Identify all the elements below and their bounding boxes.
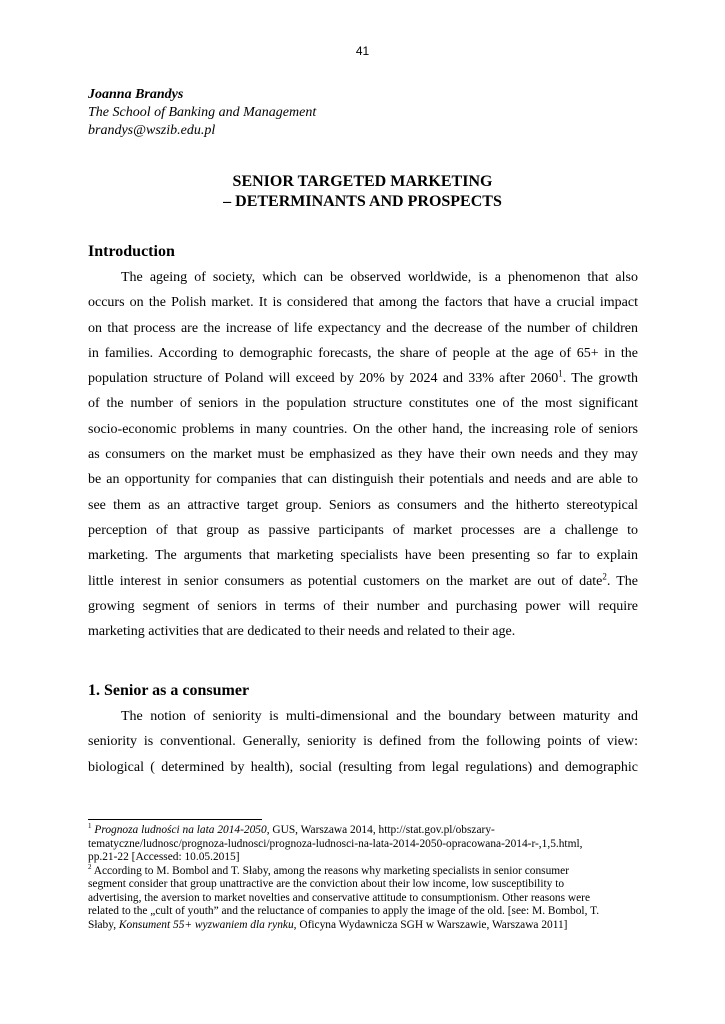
text-line-part: little interest in senior consumers as potential customers on the market are out of date: [88, 573, 603, 589]
footnote-2: [88, 862, 644, 933]
footnote-mark: 2: [88, 862, 92, 871]
text-line: marketing activities that are dedicated to their needs and related to their age.: [88, 624, 516, 640]
text-line: [88, 569, 638, 594]
footnote-line: [88, 919, 644, 933]
author-block: [88, 86, 316, 140]
text-line: biological ( determined by health), social (resulting from legal regulations) and demographic: [88, 759, 638, 775]
text-line: perception of that group as passive participants of market processes are a challenge to: [88, 522, 638, 538]
text-line: see them as an attractive target group. Seniors as consumers and the hitherto stereotypical: [88, 497, 638, 513]
footnote-divider: [88, 819, 262, 820]
footnote-source-title: Prognoza ludności na lata 2014-2050: [94, 824, 267, 836]
page-number: 41: [355, 44, 370, 58]
text-line: socio-economic problems in many countries. On the other hand, the increasing role of seniors: [88, 421, 638, 437]
section-1-paragraph: [88, 704, 638, 780]
title-line-2: – DETERMINANTS AND PROSPECTS: [223, 193, 502, 210]
author-email: brandys@wszib.edu.pl: [88, 123, 216, 138]
text-line-part: . The: [606, 573, 638, 589]
title-line-1: SENIOR TARGETED MARKETING: [232, 173, 493, 190]
intro-heading: Introduction: [88, 243, 175, 260]
author-name: Joanna Brandys: [88, 87, 184, 102]
footnote-mark: 1: [88, 822, 92, 831]
text-line: [88, 366, 638, 391]
text-line: seniority is conventional. Generally, seniority is defined from the following points of view:: [88, 734, 638, 750]
footnote-text: , GUS, Warszawa 2014, http://stat.gov.pl/obszary-: [266, 824, 495, 836]
footnote-line: related to the „cult of youth” and the reluctance of companies to apply the image of the old. [see: M. Bombol, T.: [88, 905, 600, 917]
text-line-part: population structure of Poland will exceed by 20% by 2024 and 33% after 2060: [88, 371, 559, 387]
text-line: in families. According to demographic forecasts, the share of people at the age of 65+ in the: [88, 345, 638, 361]
footnote-line: advertising, the aversion to market novelties and conservative attitude to consumptionism. Other reasons were: [88, 891, 590, 904]
text-line-part: . The growth: [562, 371, 638, 387]
footnote-1: [88, 824, 644, 865]
text-line: The ageing of society, which can be observed worldwide, is a phenomenon that also: [121, 270, 638, 285]
paper-title: [0, 172, 725, 212]
text-line: marketing. The arguments that marketing specialists have been presenting so far to explain: [88, 548, 638, 564]
text-line: growing segment of seniors in terms of their number and purchasing power will require: [88, 598, 638, 614]
footnote-line: pp.21-22 [Accessed: 10.05.2015]: [88, 851, 240, 863]
text-line: The notion of seniority is multi-dimensional and the boundary between maturity and: [121, 709, 638, 724]
footnote-text: , Oficyna Wydawnicza SGH w Warszawie, Warszawa 2011]: [293, 918, 568, 931]
text-line: be an opportunity for companies that can distinguish their potentials and needs and are able to: [88, 472, 638, 488]
footnote-line: segment consider that group unattractive are the conviction about their low income, low susceptibility to: [88, 878, 565, 890]
footnote-line: tematyczne/ludnosc/prognoza-ludnosci/prognoza-ludnosci-na-lata-2014-2050-opracowana-2014-r-,1,5.html,: [88, 837, 583, 850]
footnote-ref-1[interactable]: 1: [558, 368, 563, 379]
footnote-text: According to M. Bombol and T. Słaby, among the reasons why marketing specialists in senior consumer: [91, 864, 569, 877]
section-1-heading: 1. Senior as a consumer: [88, 682, 250, 699]
footnote-line: [88, 824, 644, 838]
footnote-source-title: Konsument 55+ wyzwaniem dla rynku: [118, 918, 294, 931]
author-affiliation: The School of Banking and Management: [88, 105, 317, 120]
footnote-ref-2[interactable]: 2: [602, 570, 607, 581]
intro-paragraph: [88, 265, 638, 644]
text-line: on that process are the increase of life expectancy and the decrease of the number of children: [88, 320, 638, 336]
text-line: occurs on the Polish market. It is considered that among the factors that have a crucial impact: [88, 295, 638, 311]
footnotes: [88, 824, 644, 932]
text-line: of the number of seniors in the population structure constitutes one of the most significant: [88, 396, 638, 412]
footnote-line: [88, 862, 644, 879]
text-line: as consumers on the market must be emphasized as they have their own needs and they may: [88, 447, 638, 463]
footnote-text: Słaby,: [88, 918, 119, 931]
